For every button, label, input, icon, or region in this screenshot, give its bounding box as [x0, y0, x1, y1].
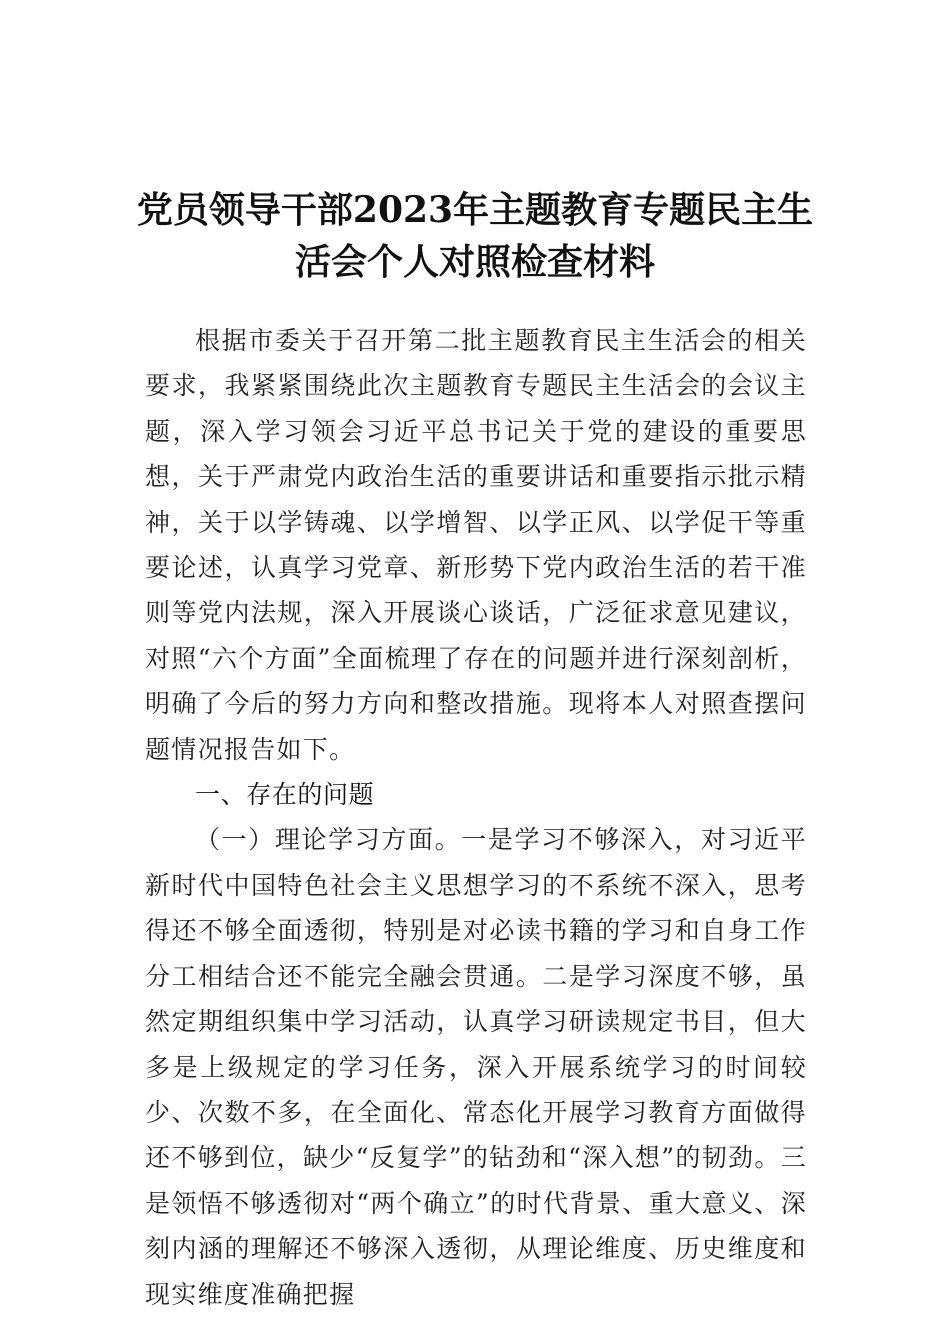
- intro-paragraph: 根据市委关于召开第二批主题教育民主生活会的相关要求，我紧紧围绕此次主题教育专题民主生活会的会议主题，深入学习领会习近平总书记关于党的建设的重要思想，关于严肃党内政治生活的重要讲话和重要指示批示精神，关于以学铸魂、以学增智、以学正风、以学促干等重要论述，认真学习党章、新形势下党内政治生活的若干准则等党内法规，深入开展谈心谈话，广泛征求意见建议，对照“六个方面”全面梳理了存在的问题并进行深刻剖析，明确了今后的努力方向和整改措施。现将本人对照查摆问题情况报告如下。: [145, 326, 807, 764]
- theory-study-paragraph: （一）理论学习方面。一是学习不够深入，对习近平新时代中国特色社会主义思想学习的不系统不深入，思考得还不够全面透彻，特别是对必读书籍的学习和自身工作分工相结合还不能完全融会贯通。二是学习深度不够，虽然定期组织集中学习活动，认真学习研读规定书目，但大多是上级规定的学习任务，深入开展系统学习的时间较少、次数不多，在全面化、常态化开展学习教育方面做得还不够到位，缺少“反复学”的钻劲和“深入想”的韧劲。三是领悟不够透彻对“两个确立”的时代背景、重大意义、深刻内涵的理解还不够深入透彻，从理论维度、历史维度和现实维度准确把握: [145, 825, 807, 1309]
- document-title-line-2: 活会个人对照检查材料: [294, 241, 655, 284]
- document-body: [145, 318, 807, 1317]
- document-title: [120, 184, 830, 288]
- section-heading-problems: 一、存在的问题: [195, 780, 375, 810]
- document-title-line-1: 党员领导干部2023年主题教育专题民主生: [136, 189, 814, 232]
